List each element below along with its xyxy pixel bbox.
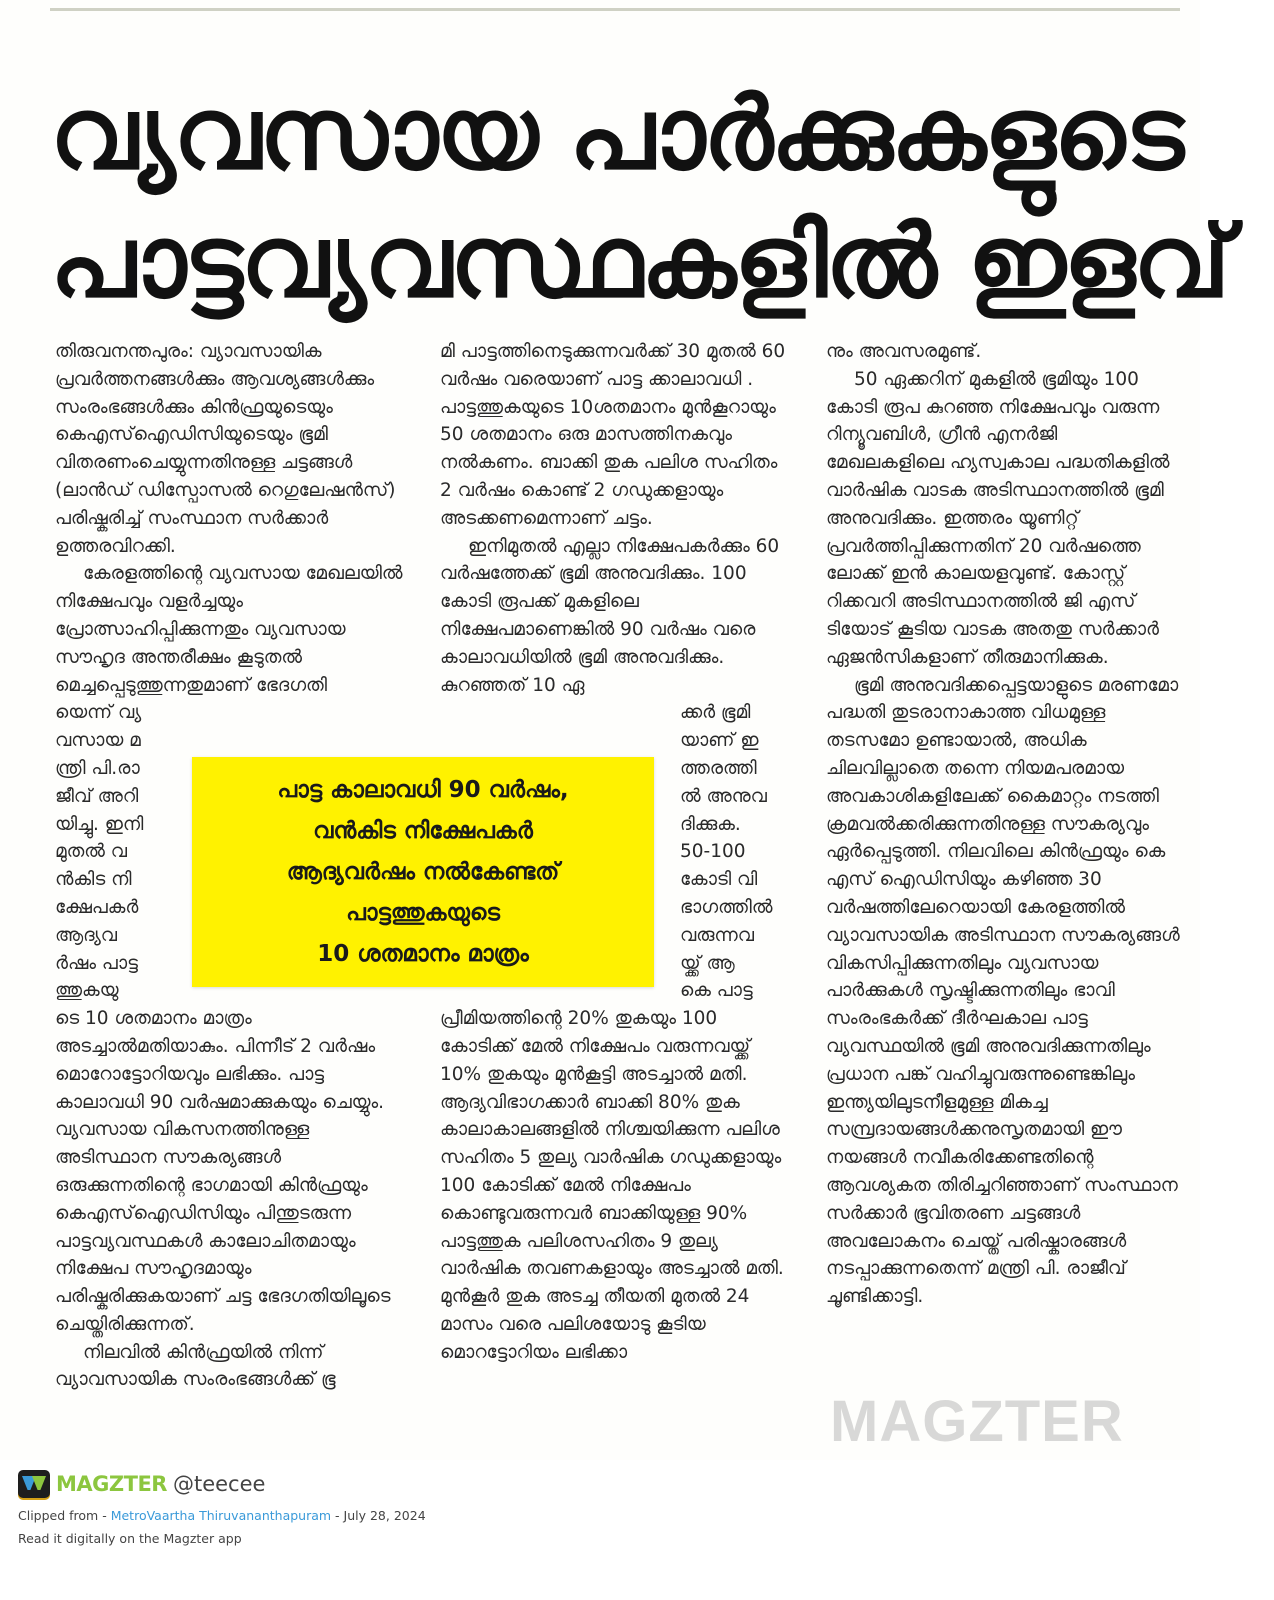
text-line: ആദ്യവ xyxy=(55,924,118,946)
pull-quote-line: ആദ്യവർഷം നൽകേണ്ടത് xyxy=(286,858,560,885)
headline-line-2: പാട്ടവ്യവസ്ഥകളിൽ ഇളവ് xyxy=(50,203,1228,320)
clip-footer xyxy=(18,1470,426,1546)
separator: - xyxy=(331,1508,344,1523)
text-line: യാണ് ഇ xyxy=(680,730,759,752)
paragraph: ഭൂമി അനുവദിക്കപ്പെട്ടയാളുടെ മരണമോ പദ്ധതി തുടരാനാകാത്ത വിധമുള്ള തടസമോ ഉണ്ടായാൽ, അധിക ചിലവില്ലാതെ തന്നെ നിയമപരമായ അവകാശികളിലേക്ക് കൈമാറ്റം നടത്തി ക്രമവൽക്കരിക്കുന്നതിനുള്ള സൗകര്യവും ഏർപ്പെടുത്തി. നിലവിലെ കിൻഫ്രയും കെ എസ് ഐഡിസിയും കഴിഞ്ഞ 30 വർഷത്തിലേറെയായി കേരളത്തിൽ വ്യാവസായിക അടിസ്ഥാന സൗകര്യങ്ങൾ വികസിപ്പിക്കുന്നതിലും വ്യവസായ പാർക്കുകൾ സൃഷ്ടിക്കുന്നതിലും ഭാവി സംരംഭകർക്ക് ദീർഘകാല പാട്ട വ്യവസ്ഥയിൽ ഭൂമി അനുവദിക്കുന്നതിലും പ്രധാന പങ്ക് വഹിച്ചുവരുന്നുണ്ടെങ്കിലും ഇന്ത്യയിലുടനീളമുള്ള മികച്ച സമ്പ്രദായങ്ങൾക്കനുസൃതമായി ഈ നയങ്ങൾ നവീകരിക്കേണ്ടതിന്റെ ആവശ്യകത തിരിച്ചറിഞ്ഞാണ് സംസ്ഥാന സർക്കാർ ഭൂവിതരണ ചട്ടങ്ങൾ അവലോകനം ചെയ്ത് പരിഷ്കാരങ്ങൾ നടപ്പാക്കുന്നതെന്ന് മന്ത്രി പി. രാജീവ് ചൂണ്ടിക്കാട്ടി. xyxy=(826,674,1180,1308)
text-line: യിച്ചു. ഇനി xyxy=(55,813,144,835)
text-line: ദിക്കുക. xyxy=(680,813,741,835)
text-line: മുതൽ വ xyxy=(55,841,127,863)
text-line: യെന്ന് വ്യ xyxy=(55,702,142,724)
paragraph: 50 ഏക്കറിന് മുകളിൽ ഭൂമിയും 100 കോടി രൂപ കുറഞ്ഞ നിക്ഷേപവും വരുന്ന റിന്യൂവബിൾ, ഗ്രീൻ എനർജി മേഖലകളിലെ ഹ്യസ്വകാല പദ്ധതികളിൽ വാർഷിക വാടക അടിസ്ഥാനത്തിൽ ഭൂമി അനുവദിക്കും. ഇത്തരം യൂണിറ്റ് പ്രവർത്തിപ്പിക്കുന്നതിന് 20 വർഷത്തെ ലോക്ക് ഇൻ കാലയളവുണ്ട്. കോസ്റ്റ് റിക്കവറി അടിസ്ഥാനത്തിൽ ജി എസ് ടിയോട് കൂടിയ വാടക അതതു സർക്കാർ ഏജൻസികളാണ് തീരുമാനിക്കുക. xyxy=(826,368,1170,668)
narrow-text-block xyxy=(55,699,163,1005)
brand-name[interactable]: MAGZTER xyxy=(56,1472,167,1496)
narrow-text-block xyxy=(680,699,788,1005)
clipped-prefix: Clipped from - xyxy=(18,1508,111,1523)
magzter-logo-icon[interactable] xyxy=(18,1470,50,1498)
text-line: കോടി വി xyxy=(680,869,758,891)
text-line: ന്ത്രി പി.രാ xyxy=(55,757,140,779)
headline xyxy=(50,70,1228,326)
magzter-watermark: MAGZTER xyxy=(830,1389,1124,1454)
text-line: ത്തുകയു xyxy=(55,980,119,1002)
paragraph: നും അവസരമുണ്ട്. xyxy=(826,341,982,362)
read-digitally-text: Read it digitally on the Magzter app xyxy=(18,1531,242,1546)
top-divider xyxy=(50,8,1180,11)
paragraph: പ്രീമിയത്തിന്റെ 20% തുകയും 100 കോടിക്ക് മേൽ നിക്ഷേപം വരുന്നവയ്ക്ക് 10% തുകയും മുൻകൂട്ടി അടച്ചാൽ മതി. ആദ്യവിഭാഗക്കാർ ബാക്കി 80% തുക കാലാകാലങ്ങളിൽ നിശ്ചയിക്കുന്ന പലിശ സഹിതം 5 തുല്യ വാർഷിക ഗഡുക്കളായും 100 കോടിക്ക് മേൽ നിക്ഷേപം കൊണ്ടുവരുന്നവർ ബാക്കിയുള്ള 90% പാട്ടത്തുക പലിശസഹിതം 9 തുല്യ വാർഷിക തവണകളായും അടച്ചാൽ മതി. മുൻകൂർ തുക അടച്ച തീയതി മുതൽ 24 മാസം വരെ പലിശയോടു കൂടിയ മൊറട്ടോറിയം ലഭിക്കാ xyxy=(440,1008,784,1363)
brand-row xyxy=(18,1470,426,1498)
headline-line-1: വ്യവസായ പാർക്കുകളുടെ xyxy=(50,75,1182,192)
article-column-3 xyxy=(826,338,1181,1311)
text-line: ർഷം പാട്ട xyxy=(55,952,138,974)
source-link[interactable]: MetroVaartha Thiruvananthapuram xyxy=(110,1508,332,1523)
text-line: ത്തരത്തി xyxy=(680,757,757,779)
text-line: 50-100 xyxy=(680,841,746,863)
paragraph: കേരളത്തിന്റെ വ്യവസായ മേഖലയിൽ നിക്ഷേപവും വളർച്ചയും പ്രോത്സാഹിപ്പിക്കുന്നതും വ്യവസായ സൗഹൃദ അന്തരീക്ഷം കൂടുതൽ മെച്ചപ്പെടുത്തുന്നതുമാണ് ഭേദഗതി xyxy=(55,563,403,696)
pull-quote-line: പാട്ടത്തുകയുടെ xyxy=(346,899,500,926)
text-line: ൽ അനുവ xyxy=(680,785,767,807)
pull-quote-line: 10 ശതമാനം മാത്രം xyxy=(317,940,529,967)
text-line: കെ പാട്ട xyxy=(680,980,753,1002)
paragraph: ടെ 10 ശതമാനം മാത്രം അടച്ചാൽമതിയാകും. പിന്നീട് 2 വർഷം മൊറോട്ടോറിയവും ലഭിക്കും. പാട്ട കാലാവധി 90 വർഷമാക്കുകയും ചെയ്യും. വ്യവസായ വികസനത്തിനുള്ള അടിസ്ഥാന സൗകര്യങ്ങൾ ഒരുക്കുന്നതിന്റെ ഭാഗമായി കിൻഫ്രയും കെഎസ്ഐഡിസിയും പിന്തുടരുന്ന പാട്ടവ്യവസ്ഥകൾ കാലോചിതമായും നിക്ഷേപ സൗഹൃദമായും പരിഷ്കരിക്കുകയാണ് ചട്ട ഭേദഗതിയിലൂടെ ചെയ്തിരിക്കുന്നത്. xyxy=(55,1008,391,1335)
text-line: ക്കർ ഭൂമി xyxy=(680,702,751,724)
clip-date: July 28, 2024 xyxy=(343,1508,426,1523)
paragraph: നിലവിൽ കിൻഫ്രയിൽ നിന്ന് വ്യാവസായിക സംരംഭങ്ങൾക്ക് ഭൂ xyxy=(55,1341,336,1391)
text-line: ജീവ് അറി xyxy=(55,785,139,807)
username[interactable]: @teecee xyxy=(172,1472,266,1496)
text-line: വരുന്നവ xyxy=(680,924,755,946)
paragraph: ഇനിമുതൽ എല്ലാ നിക്ഷേപകർക്കും 60 വർഷത്തേക്ക് ഭൂമി അനുവദിക്കും. 100 കോടി രൂപക്ക് മുകളിലെ നിക്ഷേപമാണെങ്കിൽ 90 വർഷം വരെ കാലാവധിയിൽ ഭൂമി അനുവദിക്കും. കുറഞ്ഞത് 10 ഏ xyxy=(440,535,780,696)
text-line: ഭാഗത്തിൽ xyxy=(680,896,773,918)
text-line: ക്ഷേപകർ xyxy=(55,896,139,918)
pull-quote-box xyxy=(192,757,654,987)
clip-source-line xyxy=(18,1508,426,1523)
pull-quote-line: വൻകിട നിക്ഷേപകർ xyxy=(313,817,533,844)
pull-quote-line: പാട്ട കാലാവധി 90 വർഷം, xyxy=(277,776,569,803)
text-line: ൻകിട നി xyxy=(55,869,132,891)
paragraph: തിരുവനന്തപുരം: വ്യാവസായിക പ്രവർത്തനങ്ങൾക്കും ആവശ്യങ്ങൾക്കും സംരംഭങ്ങൾക്കും കിൻഫ്രയുടെയും കെഎസ്ഐഡിസിയുടെയും ഭൂമി വിതരണംചെയ്യുന്നതിനുള്ള ചട്ടങ്ങൾ (ലാൻഡ് ഡിസ്പോസൽ റെഗുലേഷൻസ്) പരിഷ്കരിച്ച് സംസ്ഥാന സർക്കാർ ഉത്തരവിറക്കി. xyxy=(55,341,396,557)
paragraph: മി പാട്ടത്തിനെടുക്കുന്നവർക്ക് 30 മുതൽ 60 വർഷം വരെയാണ് പാട്ട ക്കാലാവധി . പാട്ടത്തുകയുടെ 10ശതമാനം മുൻകൂറായും 50 ശതമാനം ഒരു മാസത്തിനകവും നൽകണം. ബാക്കി തുക പലിശ സഹിതം 2 വർഷം കൊണ്ട് 2 ഗഡുക്കളായും അടക്കണമെന്നാണ് ചട്ടം. xyxy=(440,341,786,529)
pull-quote-text xyxy=(277,770,568,975)
text-line: യ്ക്ക് ആ xyxy=(680,952,735,974)
text-line: വസായ മ xyxy=(55,730,141,752)
